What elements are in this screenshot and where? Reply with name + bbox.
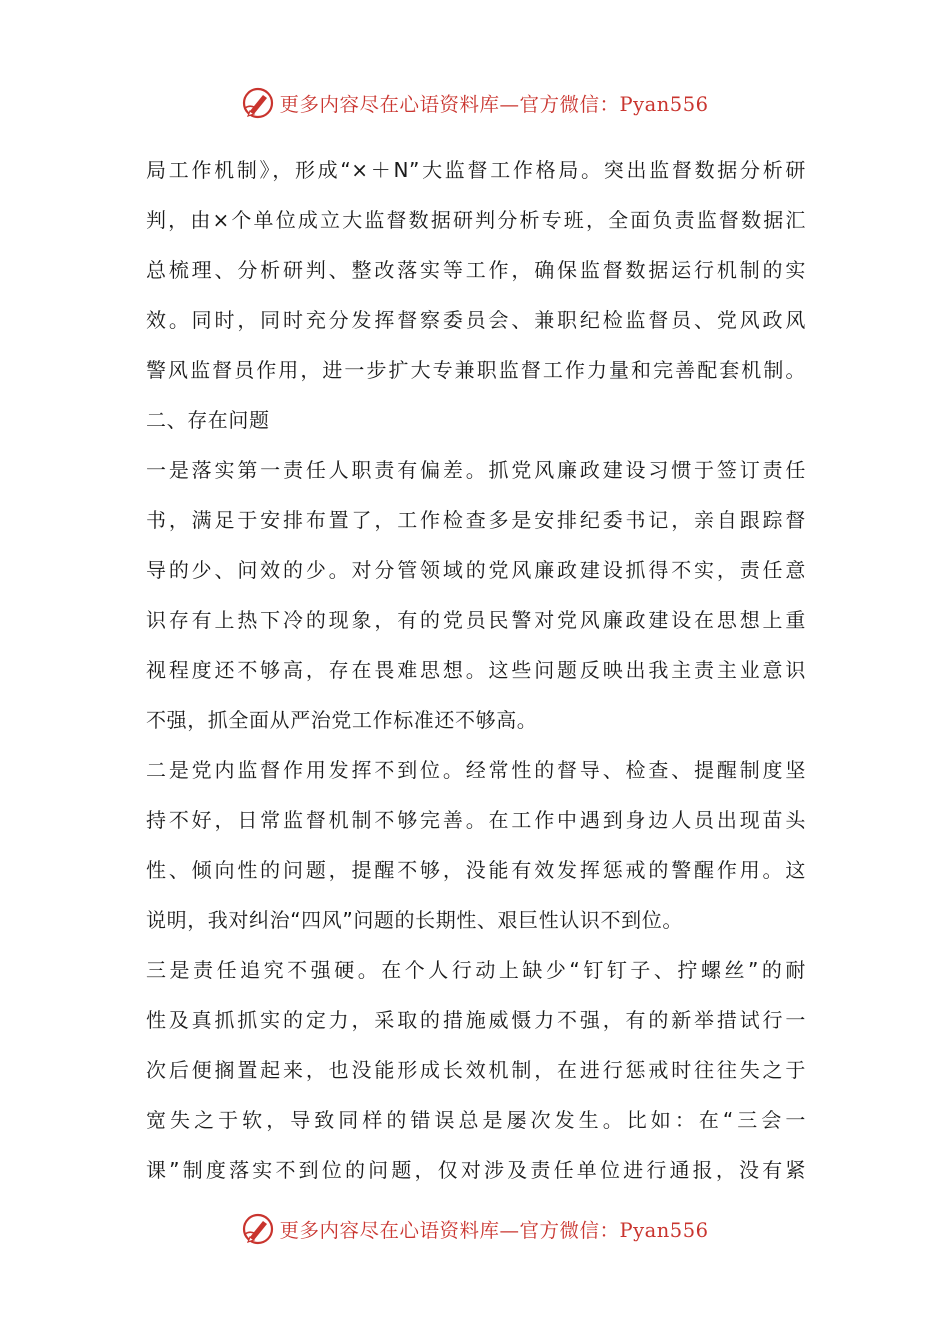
document-body: [146, 145, 806, 1195]
footer-promo-label: 更多内容尽在心语资料库: [279, 1219, 500, 1242]
body-line: 宽失之于软，导致同样的错误总是屡次发生。比如：在“三会一: [146, 1108, 806, 1132]
body-line: 说明，我对纠治“四风”问题的长期性、艰巨性认识不到位。: [146, 908, 683, 932]
body-line: 次后便搁置起来，也没能形成长效机制，在进行惩戒时往往失之于: [146, 1058, 806, 1082]
pen-circle-logo-icon: [241, 86, 275, 120]
body-line: 局工作机制》，形成“×＋N”大监督工作格局。突出监督数据分析研: [146, 158, 806, 182]
body-line: 判，由×个单位成立大监督数据研判分析专班，全面负责监督数据汇: [146, 208, 806, 232]
section-heading: 二、存在问题: [146, 408, 270, 432]
body-line: 三是责任追究不强硬。在个人行动上缺少“钉钉子、拧螺丝”的耐: [146, 958, 806, 982]
body-line: 视程度还不够高，存在畏难思想。这些问题反映出我主责主业意识: [146, 658, 806, 682]
body-line: 导的少、问效的少。对分管领域的党风廉政建设抓得不实，责任意: [146, 558, 806, 582]
body-line: 警风监督员作用，进一步扩大专兼职监督工作力量和完善配套机制。: [146, 358, 806, 382]
body-line: 持不好，日常监督机制不够完善。在工作中遇到身边人员出现苗头: [146, 808, 806, 832]
body-line: 性及真抓抓实的定力，采取的措施威慑力不强，有的新举措试行一: [146, 1008, 806, 1032]
body-line: 一是落实第一责任人职责有偏差。抓党风廉政建设习惯于签订责任: [146, 458, 806, 482]
body-line: 性、倾向性的问题，提醒不够，没能有效发挥惩戒的警醒作用。这: [146, 858, 806, 882]
footer-dash: —: [499, 1219, 520, 1242]
header-contact: 官方微信：Pyan556: [519, 93, 709, 116]
body-line: 不强，抓全面从严治党工作标准还不够高。: [146, 708, 538, 732]
header-dash: —: [499, 93, 520, 116]
body-line: 书，满足于安排布置了，工作检查多是安排纪委书记，亲自跟踪督: [146, 508, 806, 532]
body-line: 课”制度落实不到位的问题，仅对涉及责任单位进行通报，没有紧: [146, 1158, 806, 1182]
pen-circle-logo-icon: [241, 1212, 275, 1246]
footer-contact: 官方微信：Pyan556: [519, 1219, 709, 1242]
header-promo-text: [279, 89, 708, 117]
header-promo-label: 更多内容尽在心语资料库: [279, 93, 500, 116]
body-line: 总梳理、分析研判、整改落实等工作，确保监督数据运行机制的实: [146, 258, 806, 282]
footer-watermark-banner: [0, 1204, 950, 1254]
body-line: 效。同时，同时充分发挥督察委员会、兼职纪检监督员、党风政风: [146, 308, 806, 332]
header-watermark-banner: [0, 78, 950, 128]
footer-promo-text: [279, 1215, 708, 1243]
body-line: 识存有上热下冷的现象，有的党员民警对党风廉政建设在思想上重: [146, 608, 806, 632]
body-line: 二是党内监督作用发挥不到位。经常性的督导、检查、提醒制度坚: [146, 758, 806, 782]
